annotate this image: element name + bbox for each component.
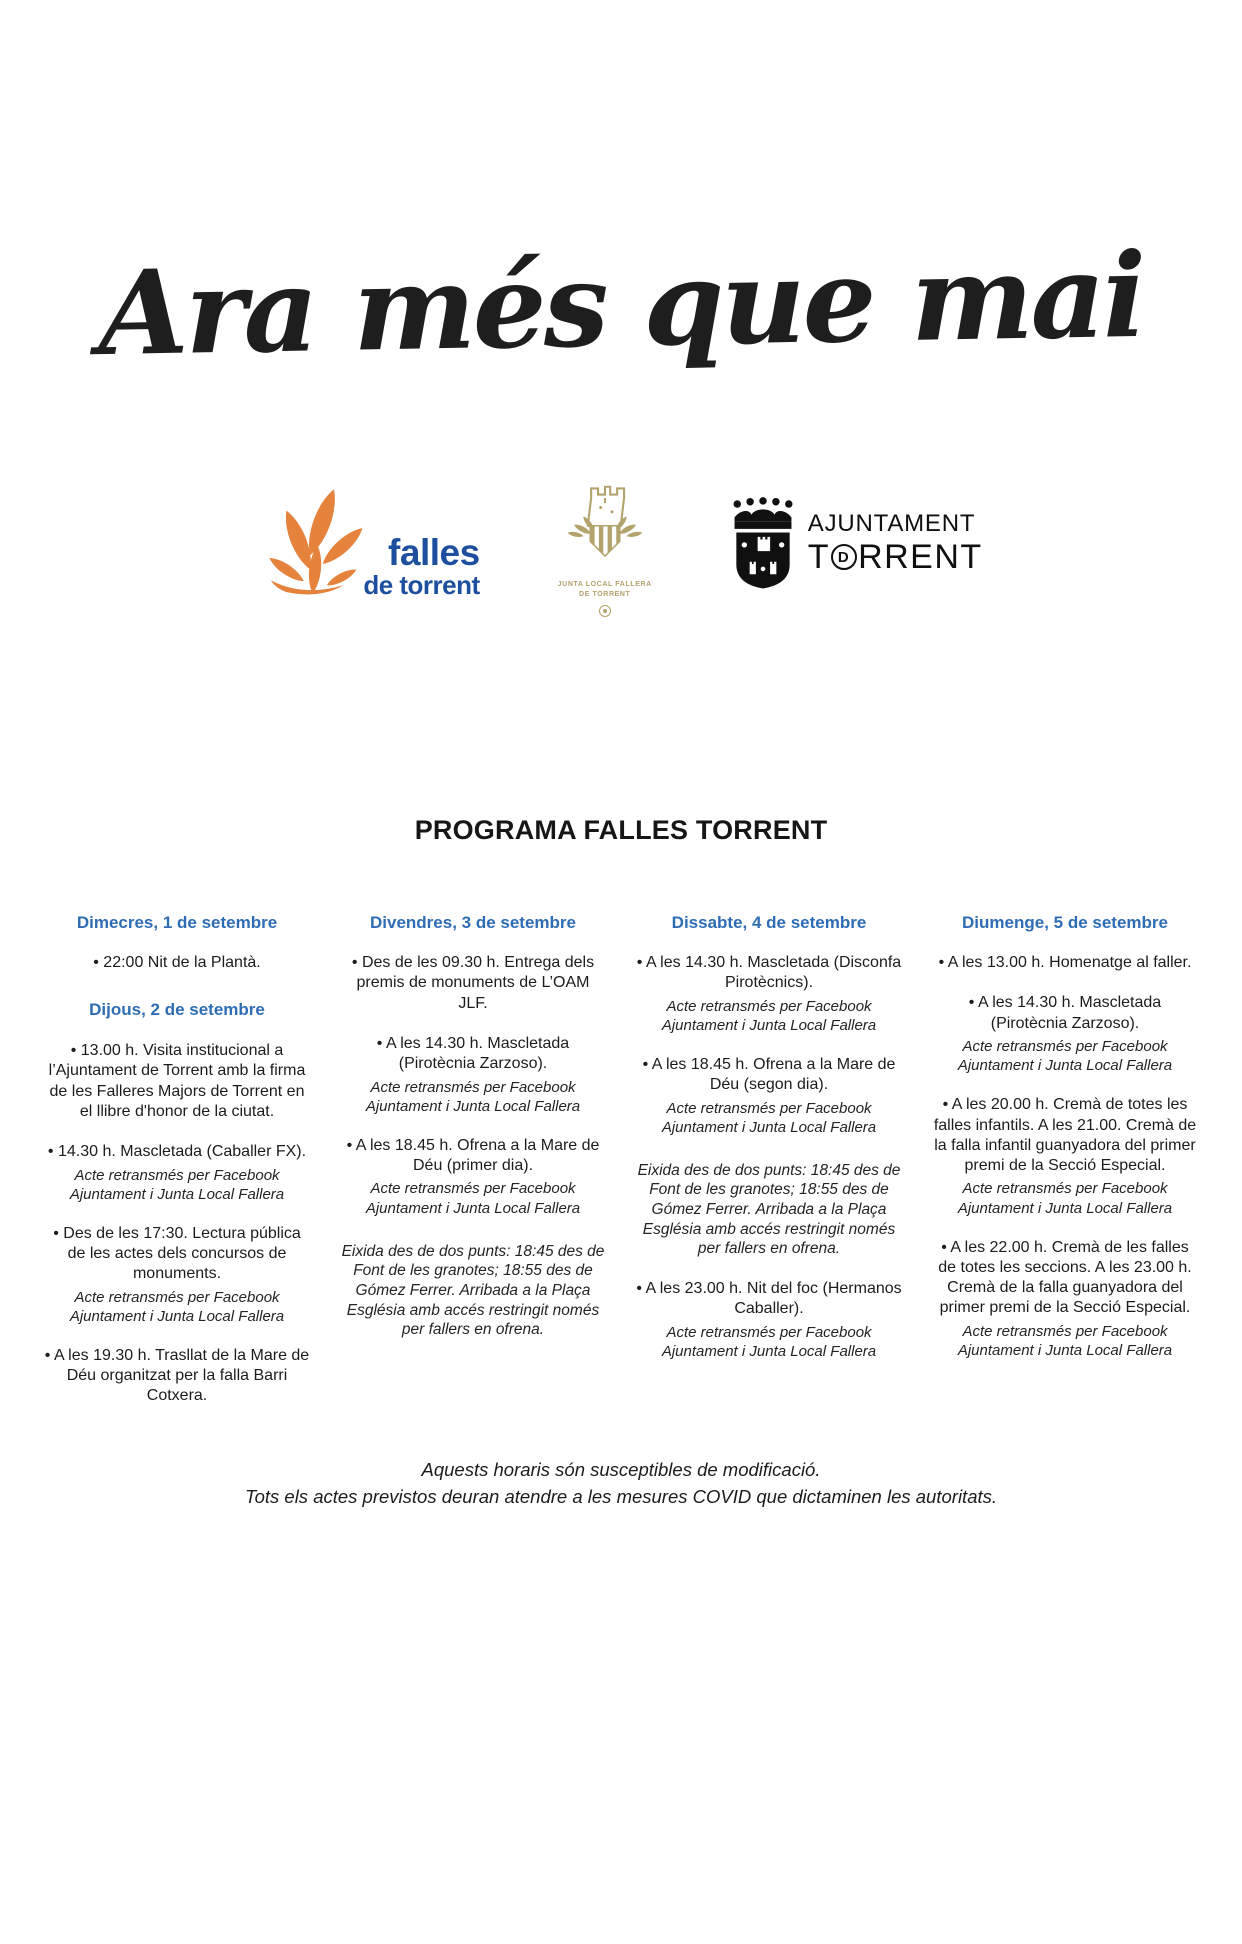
broadcast-note: Acte retransmés per Facebook Ajuntament i Junta Local Fallera — [957, 1038, 1173, 1075]
falles-logo-word: falles — [388, 532, 480, 574]
falles-de-torrent-logo — [259, 485, 479, 603]
ajuntament-shield-icon — [730, 496, 796, 592]
event-item: • 22:00 Nit de la Plantà. — [93, 954, 261, 972]
event-item: • A les 18.45 h. Ofrena a la Mare de Déu (primer dia). — [346, 1136, 600, 1175]
date-heading: Diumenge, 5 de setembre — [962, 912, 1168, 932]
torrent-word-prefix: T — [807, 537, 831, 576]
footer-line1: Aquests horaris són susceptibles de modificació. — [421, 1458, 821, 1480]
footer-line2: Tots els actes previstos deuran atendre a les mesures COVID que dictaminen les autoritats. — [244, 1485, 998, 1507]
falles-logo-text — [363, 534, 479, 601]
de-mark-icon: D — [831, 544, 857, 570]
broadcast-note: Acte retransmés per Facebook Ajuntament i Junta Local Fallera — [661, 1099, 877, 1136]
event-item: • A les 23.00 h. Nit del foc (Hermanos Caballer). — [636, 1279, 902, 1318]
broadcast-note: Acte retransmés per Facebook Ajuntament i Junta Local Fallera — [957, 1322, 1173, 1359]
event-item: • Des de les 09.30 h. Entrega dels premis de monuments de L’OAM JLF. — [351, 954, 595, 1012]
event-item: • 13.00 h. Visita institucional a l’Ajuntament de Torrent amb la firma de les Falleres Majors de Torrent en el llibre d'honor de la ciutat. — [48, 1042, 306, 1120]
program-heading: PROGRAMA FALLES TORRENT — [414, 814, 828, 845]
date-heading: Dijous, 2 de setembre — [89, 1000, 265, 1020]
program-columns — [0, 912, 1242, 1407]
date-heading: Dimecres, 1 de setembre — [76, 912, 278, 932]
route-note: Eixida des de dos punts: 18:45 des de Font de les granotes; 18:55 des de Gómez Ferrer. Arribada a la Plaça Església amb accés restringit només per fallers en ofrena. — [637, 1161, 901, 1258]
broadcast-note: Acte retransmés per Facebook Ajuntament i Junta Local Fallera — [661, 997, 877, 1034]
torrent-word-suffix: RRENT — [858, 537, 983, 576]
logos-row — [0, 462, 1242, 627]
broadcast-note: Acte retransmés per Facebook Ajuntament i Junta Local Fallera — [365, 1180, 581, 1217]
junta-local-fallera-logo — [558, 472, 652, 617]
event-item: • A les 14.30 h. Mascletada (Pirotècnia Zarzoso). — [376, 1035, 570, 1073]
campaign-title: Ara més que mai — [97, 227, 1145, 383]
program-column — [44, 912, 310, 1407]
event-item: • A les 14.30 h. Mascletada (Disconfa Pirotècnics). — [636, 954, 902, 992]
program-column — [636, 912, 902, 1407]
ajuntament-word: AJUNTAMENT — [807, 510, 976, 538]
footer-disclaimer — [0, 1457, 1242, 1511]
torrent-word — [808, 538, 983, 577]
program-column — [340, 912, 606, 1407]
event-item: • Des de les 17:30. Lectura pública de les actes dels concursos de monuments. — [53, 1224, 301, 1283]
event-item: • A les 13.00 h. Homenatge al faller. — [938, 954, 1192, 972]
program-column — [932, 912, 1198, 1407]
route-note: Eixida des de dos punts: 18:45 des de Font de les granotes; 18:55 des de Gómez Ferrer. Arribada a la Plaça Església amb accés restringit només per fallers en ofrena. — [341, 1242, 605, 1339]
date-heading: Divendres, 3 de setembre — [370, 912, 576, 932]
event-item: • A les 20.00 h. Cremà de totes les falles infantils. A les 21.00. Cremà de la falla infantil guanyadora del primer premi de la Secció Especial. — [933, 1096, 1197, 1175]
date-heading: Dissabte, 4 de setembre — [671, 912, 867, 932]
junta-emblem-ring-icon — [599, 605, 611, 617]
broadcast-note: Acte retransmés per Facebook Ajuntament i Junta Local Fallera — [957, 1180, 1173, 1217]
broadcast-note: Acte retransmés per Facebook Ajuntament i Junta Local Fallera — [365, 1078, 581, 1115]
junta-castle-icon — [559, 472, 651, 576]
falles-logo-subtitle: de torrent — [363, 570, 480, 601]
event-item: • 14.30 h. Mascletada (Caballer FX). — [47, 1143, 307, 1161]
junta-caption-line2: DE TORRENT — [579, 591, 631, 599]
falles-flame-icon — [259, 485, 377, 603]
event-item: • A les 22.00 h. Cremà de les falles de totes les seccions. A les 23.00 h. Cremà de la falla guanyadora del primer premi de la Secció Especial. — [938, 1238, 1192, 1317]
event-item: • A les 14.30 h. Mascletada (Pirotècnia Zarzoso). — [968, 994, 1162, 1032]
broadcast-note: Acte retransmés per Facebook Ajuntament i Junta Local Fallera — [661, 1323, 877, 1360]
event-item: • A les 19.30 h. Trasllat de la Mare de Déu organitzat per la falla Barri Cotxera. — [44, 1346, 310, 1405]
event-item: • A les 18.45 h. Ofrena a la Mare de Déu (segon dia). — [642, 1055, 896, 1094]
ajuntament-logo-text — [808, 511, 983, 576]
ajuntament-torrent-logo — [730, 496, 983, 592]
junta-logo-caption — [558, 580, 652, 601]
broadcast-note: Acte retransmés per Facebook Ajuntament i Junta Local Fallera — [69, 1166, 285, 1203]
broadcast-note: Acte retransmés per Facebook Ajuntament i Junta Local Fallera — [69, 1288, 285, 1325]
junta-caption-line1: JUNTA LOCAL FALLERA — [557, 580, 652, 588]
